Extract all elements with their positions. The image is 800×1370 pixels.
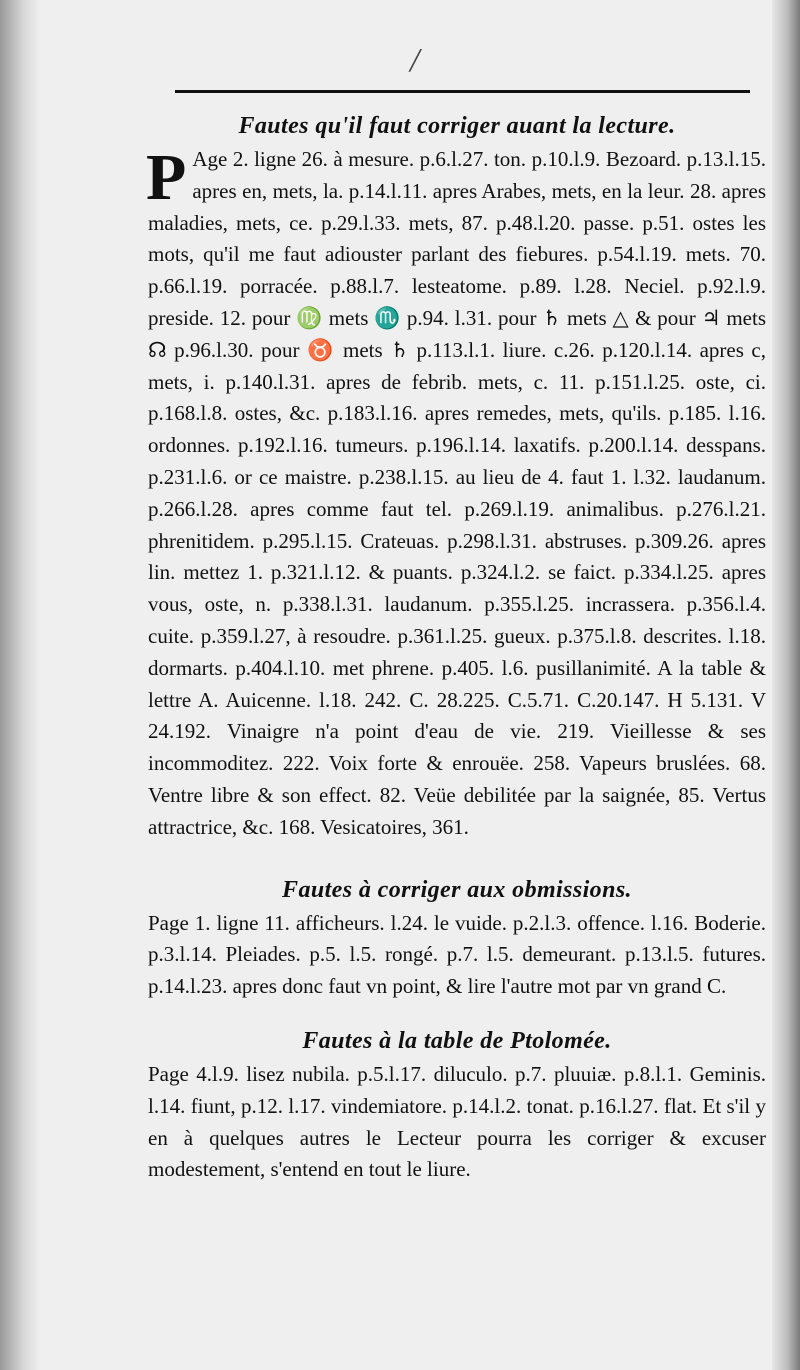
- errata-heading-omissions: Fautes à corriger aux obmissions.: [282, 876, 632, 903]
- errata-heading-ptolemy: Fautes à la table de Ptolomée.: [302, 1027, 612, 1054]
- errata-text-omissions: Page 1. ligne 11. afficheurs. l.24. le vuide. p.2.l.3. offence. l.16. Boderie. p.3.l.14. Pleiades. p.5. l.5. rongé. p.7. l.5. demeurant. p.13.l.5. futures. p.14.l.23. apres donc faut vn point, & lire l'autre mot par vn grand C.: [148, 910, 766, 999]
- errata-text-ptolemy: Page 4.l.9. lisez nubila. p.5.l.17. diluculo. p.7. pluuiæ. p.8.l.1. Geminis. l.14. fiunt, p.12. l.17. vindemiatore. p.14.l.2. tonat. p.16.l.27. flat. Et s'il y en à quelques autres le Lecteur pourra les corriger & excuser modestement, s'entend en tout le liure.: [148, 1061, 766, 1182]
- errata-text-reading: [146, 141, 766, 844]
- page-gutter-shadow: [0, 0, 40, 1370]
- header-rule: [175, 90, 750, 93]
- errata-body-reading: Age 2. ligne 26. à mesure. p.6.l.27. ton. p.10.l.9. Bezoard. p.13.l.15. apres en, mets, la. p.14.l.11. apres Arabes, mets, en la leur. 28. apres maladies, mets, ce. p.29.l.33. mets, 87. p.48.l.20. passe. p.51. ostes les mots, qu'il me faut adiouster parlant des fiebures. p.54.l.19. mets. 70. p.66.l.19. porracée. p.88.l.7. lesteatome. p.89. l.28. Neciel. p.92.l.9. preside. 12. pour ♍ mets ♏ p.94. l.31. pour ♄ mets △ & pour ♃ mets ☊ p.96.l.30. pour ♉ mets ♄ p.113.l.1. liure. c.26. p.120.l.14. apres c, mets, i. p.140.l.31. apres de febrib. mets, c. 11. p.151.l.25. oste, ci. p.168.l.8. ostes, &c. p.183.l.16. apres remedes, mets, qu'ils. p.185. l.16. ordonnes. p.192.l.16. tumeurs. p.196.l.14. laxatifs. p.200.l.14. desspans. p.231.l.6. or ce maistre. p.238.l.15. au lieu de 4. faut 1. l.32. laudanum. p.266.l.28. apres comme faut tel. p.269.l.19. animalibus. p.276.l.21. phrenitidem. p.295.l.15. Crateuas. p.298.l.31. abstruses. p.309.26. apres lin. mettez 1. p.321.l.12. & puants. p.324.l.2. se faict. p.334.l.25. apres vous, oste, n. p.338.l.31. laudanum. p.355.l.25. incrassera. p.356.l.4. cuite. p.359.l.27, à resoudre. p.361.l.25. gueux. p.375.l.8. descrites. l.18. dormarts. p.404.l.10. met phrene. p.405. l.6. pusillanimité. A la table & lettre A. Auicenne. l.18. 242. C. 28.225. C.5.71. C.20.147. H 5.131. V 24.192. Vinaigre n'a point d'eau de vie. 219. Vieillesse & ses incommoditez. 222. Voix forte & enrouëe. 258. Vapeurs bruslées. 68. Ventre libre & son effect. 82. Veüe debilitée par la saignée, 85. Vertus attractrice, &c. 168. Vesicatoires, 361.: [148, 147, 766, 839]
- errata-heading-reading: Fautes qu'il faut corriger auant la lecture.: [238, 113, 676, 139]
- folio-mark: /: [410, 42, 420, 79]
- errata-content: [148, 108, 766, 1186]
- page-edge: [772, 0, 800, 1370]
- drop-cap: P: [146, 141, 187, 214]
